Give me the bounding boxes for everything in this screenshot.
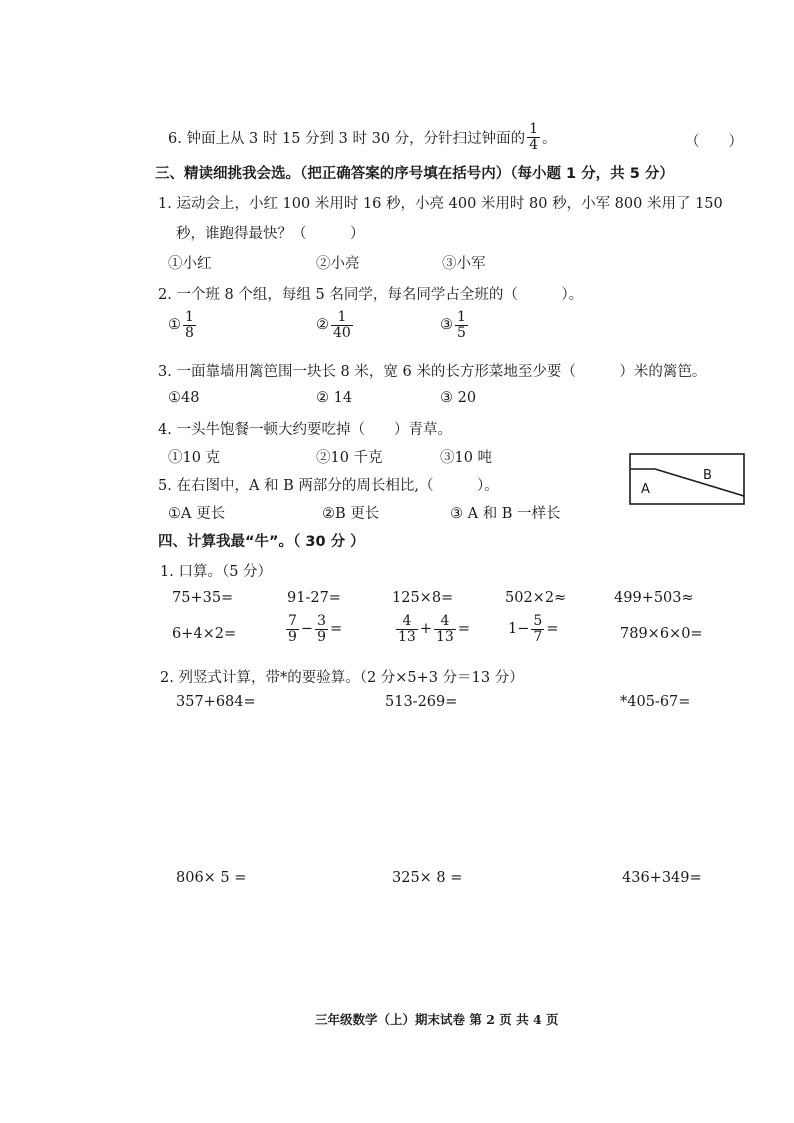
s3-q3-text: 3. 一面靠墙用篱笆围一块长 8 米，宽 6 米的长方形菜地至少要（ ）米的篱笆。 bbox=[158, 364, 707, 380]
calc-r2-c3-n2: 4 bbox=[440, 613, 450, 629]
s3-q1-opt1[interactable]: ①小红 bbox=[168, 256, 212, 272]
q5-figure-svg bbox=[629, 453, 745, 505]
s3-q1-line2: 秒，谁跑得最快？（ ） bbox=[176, 226, 365, 242]
s3-q5-opt1[interactable]: ①A 更长 bbox=[168, 506, 226, 522]
vertical-calc-2: 513-269= bbox=[385, 694, 458, 710]
s3-q2-opt3[interactable] bbox=[440, 310, 470, 340]
s3-q2-opt1-mark: ① bbox=[168, 317, 181, 334]
calc-r2-c2-n1: 7 bbox=[288, 613, 297, 629]
s3-q4-opt3[interactable]: ③10 吨 bbox=[440, 450, 493, 466]
calc-r1-c1: 75+35= bbox=[172, 590, 234, 606]
s3-q2-opt1-den: 8 bbox=[185, 324, 194, 341]
calc-r2-c4-whole: 1− bbox=[508, 621, 530, 638]
s4-part1-title: 1. 口算。（5 分） bbox=[160, 564, 273, 580]
s3-q2-text: 2. 一个班 8 个组，每组 5 名同学，每名同学占全班的（ ）。 bbox=[158, 287, 584, 303]
s3-q2-opt2-mark: ② bbox=[316, 317, 329, 334]
q5-label-a: A bbox=[641, 482, 650, 497]
s3-q3-opt1[interactable]: ①48 bbox=[168, 390, 200, 406]
calc-r2-c3-d2: 13 bbox=[435, 628, 454, 645]
s3-q4-text: 4. 一头牛饱餐一顿大约要吃掉（ ）青草。 bbox=[158, 422, 452, 438]
calc-r2-c4-eq: = bbox=[546, 621, 559, 638]
calc-r2-c2-n2: 3 bbox=[317, 613, 326, 629]
s3-q1-line1: 1. 运动会上，小红 100 米用时 16 秒，小亮 400 米用时 80 秒，小军 800 米用了 150 bbox=[158, 196, 723, 212]
calc-r1-c3: 125×8= bbox=[392, 590, 454, 606]
q5-label-b: B bbox=[703, 468, 712, 483]
calc-r2-c3-d1: 13 bbox=[398, 628, 416, 645]
calc-r2-c3-n1: 4 bbox=[402, 613, 412, 629]
calc-r2-c4-n: 5 bbox=[533, 613, 543, 629]
vertical-calc-6: 436+349= bbox=[622, 870, 702, 886]
calc-r2-c2-eq: = bbox=[330, 621, 343, 638]
s3-q5-opt3[interactable]: ③ A 和 B 一样长 bbox=[450, 506, 561, 522]
page-footer: 三年级数学（上）期末试卷 第 2 页 共 4 页 bbox=[315, 1012, 559, 1027]
calc-r2-c3-frac1 bbox=[396, 614, 418, 644]
s3-q5-text: 5. 在右图中，A 和 B 两部分的周长相比,（ ）。 bbox=[158, 478, 499, 494]
q6-fraction bbox=[527, 122, 540, 152]
s3-q2-opt3-fraction bbox=[455, 310, 468, 340]
s3-q3-opt3[interactable]: ③ 20 bbox=[440, 390, 477, 406]
q6-frac-den: 4 bbox=[529, 136, 539, 153]
calc-r1-c4: 502×2≈ bbox=[505, 590, 567, 606]
calc-r2-c2-d2: 9 bbox=[317, 628, 326, 645]
s3-q2-opt3-den: 5 bbox=[457, 324, 466, 341]
s3-q2-opt3-num: 1 bbox=[457, 309, 466, 325]
vertical-calc-3: *405-67= bbox=[620, 694, 691, 710]
vertical-calc-1: 357+684= bbox=[176, 694, 256, 710]
s3-q4-opt1[interactable]: ①10 克 bbox=[168, 450, 221, 466]
calc-r2-c4-d: 7 bbox=[533, 628, 543, 645]
q6-end: 。 bbox=[542, 130, 557, 147]
calc-r2-c3 bbox=[394, 614, 470, 644]
calc-r2-c3-op: + bbox=[419, 621, 432, 638]
q6-frac-num: 1 bbox=[529, 121, 539, 137]
calc-r2-c2-op: − bbox=[300, 621, 314, 638]
s3-q2-opt3-mark: ③ bbox=[440, 317, 453, 334]
section-3-title: 三、精读细挑我会选。（把正确答案的序号填在括号内）（每小题 1 分，共 5 分） bbox=[155, 166, 674, 182]
s3-q2-opt1[interactable] bbox=[168, 310, 198, 340]
calc-r1-c2: 91-27= bbox=[287, 590, 341, 606]
q6-text: 6. 钟面上从 3 时 15 分到 3 时 30 分，分针扫过钟面的 bbox=[168, 130, 526, 147]
vertical-calc-4: 806× 5 = bbox=[176, 870, 247, 886]
q5-rectangle-figure bbox=[629, 453, 745, 505]
calc-r2-c2-frac1 bbox=[286, 614, 299, 644]
s3-q2-opt2-fraction bbox=[331, 310, 353, 340]
calc-r2-c3-frac2 bbox=[434, 614, 456, 644]
s3-q2-opt1-fraction bbox=[183, 310, 196, 340]
calc-r2-c2-d1: 9 bbox=[288, 628, 297, 645]
s3-q4-opt2[interactable]: ②10 千克 bbox=[316, 450, 383, 466]
section-4-title: 四、计算我最“牛”。（ 30 分 ） bbox=[158, 534, 365, 550]
s3-q2-opt2-den: 40 bbox=[333, 324, 351, 341]
q6-line bbox=[168, 122, 557, 152]
calc-r2-c3-eq: = bbox=[457, 621, 470, 638]
s3-q2-opt2[interactable] bbox=[316, 310, 355, 340]
s3-q2-opt1-num: 1 bbox=[185, 309, 194, 325]
calc-r2-c4 bbox=[508, 614, 558, 644]
s3-q1-opt3[interactable]: ③小军 bbox=[442, 256, 486, 272]
calc-r2-c4-frac bbox=[531, 614, 544, 644]
calc-r2-c2 bbox=[284, 614, 342, 644]
s3-q1-opt2[interactable]: ②小亮 bbox=[316, 256, 360, 272]
calc-r2-c1: 6+4×2= bbox=[172, 626, 237, 642]
q6-answer-bracket[interactable]: （ ） bbox=[685, 134, 743, 150]
s3-q3-opt2[interactable]: ② 14 bbox=[316, 390, 353, 406]
calc-r2-c2-frac2 bbox=[315, 614, 328, 644]
s3-q2-opt2-num: 1 bbox=[337, 309, 347, 325]
vertical-calc-5: 325× 8 = bbox=[392, 870, 463, 886]
calc-r1-c5: 499+503≈ bbox=[614, 590, 694, 606]
s4-part2-title: 2. 列竖式计算，带*的要验算。（2 分×5+3 分＝13 分） bbox=[160, 670, 524, 686]
calc-r2-c5: 789×6×0= bbox=[620, 626, 703, 642]
s3-q5-opt2[interactable]: ②B 更长 bbox=[322, 506, 380, 522]
